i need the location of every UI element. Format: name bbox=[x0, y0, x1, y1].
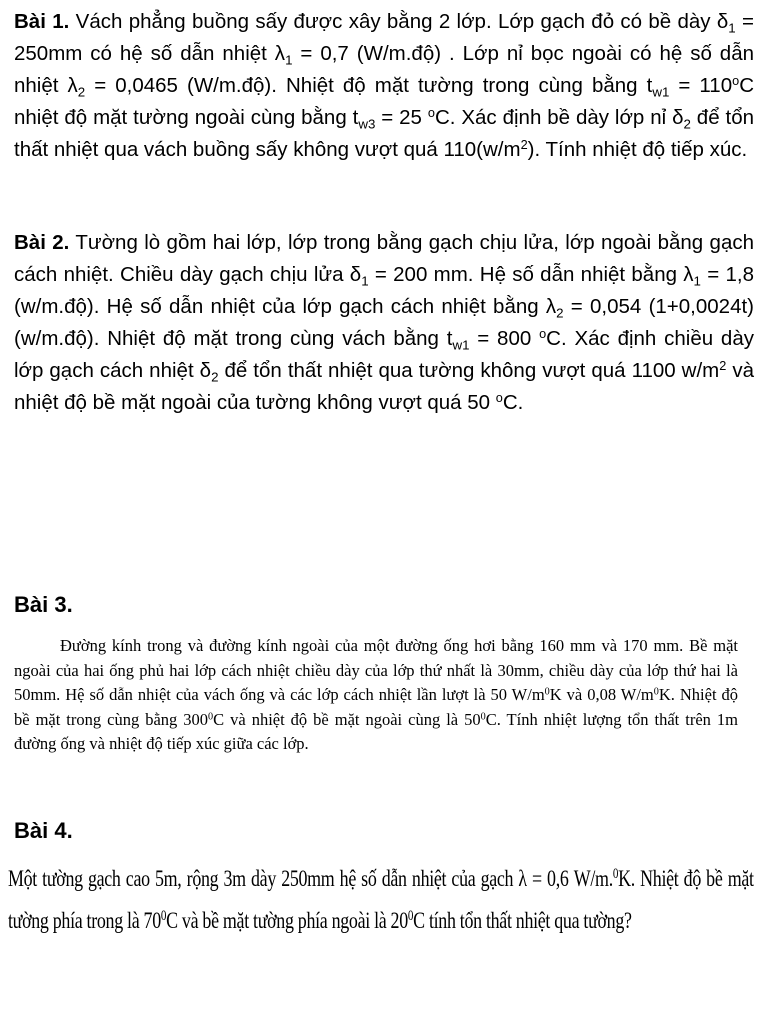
text: K. Nhiệt độ bề mặt trong cùng bằng 300 bbox=[14, 685, 738, 729]
text: C. bbox=[502, 391, 524, 414]
subscript: 1 bbox=[693, 273, 701, 289]
superscript: o bbox=[539, 326, 547, 342]
text: = 800 bbox=[469, 327, 540, 350]
exercise-3-paragraph bbox=[14, 634, 738, 757]
text: Đường kính trong và đường kính ngoài của một đường ống hơi bằng 160 mm và 170 mm. Bề mặt ngoài của hai ống phủ hai lớp cách nhiệt chiều dày của lớp thứ nhất là 30mm, chiều dày của lớp thứ hai là 50mm. Hệ số dẫn nhiệt của vách ống và các lớp cách nhiệt lần lượt là 50 W/m bbox=[14, 636, 738, 704]
exercise-2-paragraph bbox=[14, 227, 754, 419]
subscript: 2 bbox=[556, 305, 564, 321]
text: C. Xác định bề dày lớp nỉ δ bbox=[434, 106, 684, 129]
text: K và 0,08 W/m bbox=[549, 685, 654, 704]
superscript: 0 bbox=[653, 686, 659, 698]
text: = 25 bbox=[375, 106, 428, 129]
subscript: 1 bbox=[285, 52, 293, 68]
text: = 110 bbox=[669, 74, 733, 97]
subscript: w3 bbox=[358, 116, 376, 132]
superscript: 0 bbox=[612, 866, 619, 883]
text: C. Tính nhiệt lượng tổn thất trên 1m đường ống và nhiệt độ tiếp xúc giữa các lớp. bbox=[14, 709, 738, 753]
text: để tổn thất nhiệt qua tường không vượt quá 1100 w/m bbox=[218, 359, 720, 382]
exercise-2-label: Bài 2. bbox=[14, 231, 70, 254]
text: = 250mm có hệ số dẫn nhiệt λ bbox=[14, 10, 754, 65]
text: = 1,8 (w/m.độ). Hệ số dẫn nhiệt của lớp gạch cách nhiệt bằng λ bbox=[14, 263, 754, 318]
text: Tường lò gồm hai lớp, lớp trong bằng gạch chịu lửa, lớp ngoài bằng gạch cách nhiệt. Chiều dày gạch chịu lửa δ bbox=[14, 231, 754, 286]
exercise-4-heading: Bài 4. bbox=[14, 818, 73, 843]
subscript: w1 bbox=[652, 84, 670, 100]
text: C tính tổn thất nhiệt qua tường? bbox=[413, 908, 632, 933]
superscript: 0 bbox=[480, 710, 486, 722]
superscript: o bbox=[732, 73, 740, 89]
text: C và bề mặt tường phía ngoài là 20 bbox=[166, 908, 408, 933]
superscript: 2 bbox=[719, 358, 727, 374]
superscript: o bbox=[495, 390, 503, 406]
text: C và nhiệt độ bề mặt ngoài cùng là 50 bbox=[213, 709, 481, 729]
subscript: 1 bbox=[728, 20, 736, 36]
formula: λ = 0,6 W/m. bbox=[518, 866, 613, 891]
text: = 0,0465 (W/m.độ). Nhiệt độ mặt tường trong cùng bằng t bbox=[85, 74, 653, 97]
exercise-1-paragraph bbox=[14, 6, 754, 166]
subscript: 2 bbox=[211, 369, 219, 385]
text: C. Xác định chiều dày lớp gạch cách nhiệt δ bbox=[14, 327, 754, 382]
text: = 0,054 (1+0,0024t) (w/m.độ). Nhiệt độ mặt trong cùng vách bằng t bbox=[14, 295, 754, 350]
text: và nhiệt độ bề mặt ngoài của tường không vượt quá 50 bbox=[14, 359, 754, 414]
text: ). Tính nhiệt độ tiếp xúc. bbox=[527, 138, 748, 161]
superscript: 0 bbox=[160, 908, 167, 925]
subscript: 2 bbox=[683, 116, 691, 132]
subscript: 2 bbox=[77, 84, 86, 100]
subscript: w1 bbox=[452, 337, 470, 353]
text: K. Nhiệt độ bề mặt tường phía trong là 70 bbox=[8, 866, 754, 933]
superscript: 0 bbox=[544, 686, 550, 698]
text: Vách phẳng buồng sấy được xây bằng 2 lớp. Lớp gạch đỏ có bề dày δ bbox=[69, 10, 729, 33]
text: = 200 mm. Hệ số dẫn nhiệt bằng λ bbox=[368, 263, 694, 286]
superscript: 0 bbox=[407, 908, 414, 925]
text: để tổn thất nhiệt qua vách buồng sấy không vượt quá 110(w/m bbox=[14, 106, 754, 161]
exercise-1-label: Bài 1. bbox=[14, 10, 70, 33]
text: Một tường gạch cao 5m, rộng 3m dày 250mm hệ số dẫn nhiệt của gạch bbox=[8, 866, 519, 891]
exercise-4-paragraph bbox=[8, 858, 754, 942]
text: = 0,7 (W/m.độ) . Lớp nỉ bọc ngoài có hệ số dẫn nhiệt λ bbox=[14, 42, 754, 97]
text: C nhiệt độ mặt tường ngoài cùng bằng t bbox=[14, 74, 755, 129]
superscript: 0 bbox=[208, 710, 214, 722]
superscript: 2 bbox=[520, 137, 528, 153]
exercise-3-heading: Bài 3. bbox=[14, 592, 73, 617]
subscript: 1 bbox=[361, 273, 369, 289]
superscript: o bbox=[427, 105, 435, 121]
